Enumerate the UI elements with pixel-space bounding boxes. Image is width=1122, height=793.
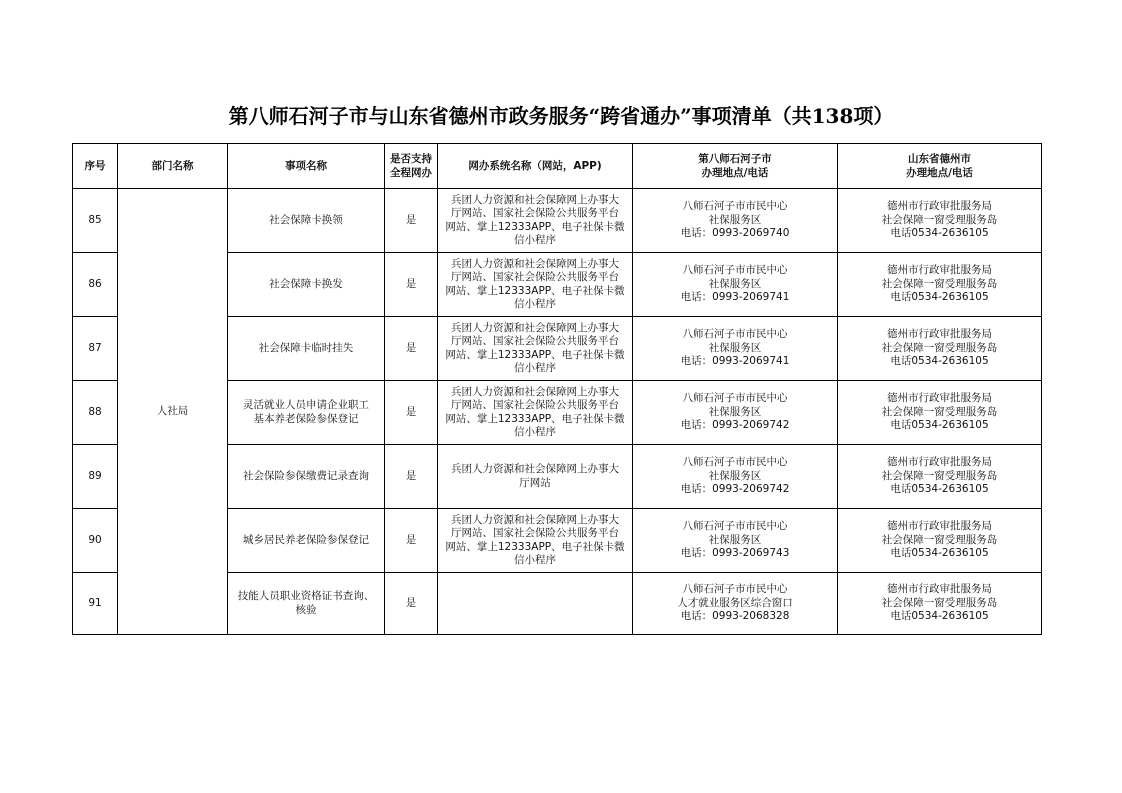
shz-line: 八师石河子市市民中心 [682, 520, 788, 533]
dz-line: 德州市行政审批服务局 [887, 456, 992, 469]
cell-item [228, 509, 385, 573]
item-line: 城乡居民养老保险参保登记 [243, 533, 369, 546]
header-item: 事项名称 [228, 144, 385, 189]
dz-line: 电话0534-2636105 [890, 547, 989, 560]
dz-line: 社会保障一窗受理服务岛 [881, 596, 998, 609]
cell-shz [633, 381, 838, 445]
dz-line: 社会保障一窗受理服务岛 [881, 277, 998, 290]
system-line: 信小程序 [514, 234, 556, 246]
shz-line: 电话：0993-2069742 [680, 483, 790, 496]
system-line: 网站、掌上12333APP、电子社保卡微 [445, 540, 625, 553]
cell-system [438, 445, 633, 509]
system-line: 信小程序 [514, 298, 556, 310]
dz-line: 德州市行政审批服务局 [887, 392, 992, 405]
cell-dept: 人社局 [118, 189, 228, 635]
cell-seq: 86 [73, 253, 118, 317]
shz-line: 人才就业服务区综合窗口 [677, 596, 793, 609]
system-line: 网站、掌上12333APP、电子社保卡微 [445, 412, 625, 425]
header-shz [633, 144, 838, 189]
system-line: 厅网站、国家社会保险公共服务平台 [451, 271, 619, 283]
cell-seq: 87 [73, 317, 118, 381]
shz-line: 电话：0993-2069743 [680, 547, 790, 560]
cell-seq: 90 [73, 509, 118, 573]
item-line: 社会保障卡换发 [269, 277, 343, 290]
cell-online: 是 [385, 445, 438, 509]
system-line: 信小程序 [514, 362, 556, 374]
cell-system [438, 573, 633, 635]
system-line: 厅网站、国家社会保险公共服务平台 [451, 527, 619, 539]
dz-line: 社会保障一窗受理服务岛 [881, 533, 998, 546]
cell-online: 是 [385, 317, 438, 381]
cell-shz [633, 317, 838, 381]
cell-shz [633, 253, 838, 317]
dz-line: 电话0534-2636105 [890, 610, 989, 623]
item-line: 核验 [295, 603, 317, 616]
cell-item [228, 253, 385, 317]
cell-item [228, 189, 385, 253]
dz-line: 电话0534-2636105 [890, 291, 989, 304]
system-line: 信小程序 [514, 554, 556, 566]
system-line: 厅网站 [519, 476, 551, 489]
cell-shz [633, 445, 838, 509]
system-line: 兵团人力资源和社会保障网上办事大 [451, 321, 619, 334]
cell-dz [838, 445, 1042, 509]
cell-system [438, 381, 633, 445]
header-online-line1: 是否支持 [390, 153, 432, 165]
header-dz-line2: 办理地点/电话 [906, 167, 973, 179]
dz-line: 电话0534-2636105 [890, 483, 989, 496]
cell-dz [838, 189, 1042, 253]
cell-seq: 89 [73, 445, 118, 509]
dz-line: 电话0534-2636105 [890, 227, 989, 240]
cell-seq: 91 [73, 573, 118, 635]
header-online [385, 144, 438, 189]
shz-line: 八师石河子市市民中心 [682, 456, 788, 469]
dz-line: 社会保障一窗受理服务岛 [881, 213, 998, 226]
cell-dz [838, 317, 1042, 381]
shz-line: 八师石河子市市民中心 [682, 583, 788, 596]
table-row [73, 189, 1042, 253]
cell-system [438, 317, 633, 381]
system-line: 网站、掌上12333APP、电子社保卡微 [445, 284, 625, 297]
cell-online: 是 [385, 381, 438, 445]
shz-line: 八师石河子市市民中心 [682, 264, 788, 277]
shz-line: 八师石河子市市民中心 [682, 200, 788, 213]
system-line: 兵团人力资源和社会保障网上办事大 [451, 513, 619, 526]
cell-online: 是 [385, 189, 438, 253]
cell-dz [838, 509, 1042, 573]
cell-seq: 85 [73, 189, 118, 253]
cell-dz [838, 253, 1042, 317]
shz-line: 电话：0993-2069741 [680, 355, 790, 368]
cell-shz [633, 509, 838, 573]
cell-item [228, 317, 385, 381]
cell-system [438, 189, 633, 253]
cell-online: 是 [385, 509, 438, 573]
cell-item [228, 445, 385, 509]
shz-line: 电话：0993-2068328 [680, 610, 790, 623]
system-line: 网站、掌上12333APP、电子社保卡微 [445, 220, 625, 233]
system-line: 兵团人力资源和社会保障网上办事大 [451, 385, 619, 398]
header-row [73, 144, 1042, 189]
shz-line: 电话：0993-2069742 [680, 419, 790, 432]
dz-line: 电话0534-2636105 [890, 419, 989, 432]
dz-line: 社会保障一窗受理服务岛 [881, 405, 998, 418]
shz-line: 社保服务区 [708, 533, 762, 546]
cell-system [438, 253, 633, 317]
system-line: 兵团人力资源和社会保障网上办事大 [451, 257, 619, 270]
cell-online: 是 [385, 573, 438, 635]
dz-line: 德州市行政审批服务局 [887, 264, 992, 277]
cell-item [228, 381, 385, 445]
page-title: 第八师石河子市与山东省德州市政务服务“跨省通办”事项清单（共138项） [228, 104, 894, 128]
dz-line: 德州市行政审批服务局 [887, 200, 992, 213]
cell-shz [633, 573, 838, 635]
shz-line: 社保服务区 [708, 341, 762, 354]
system-line: 厅网站、国家社会保险公共服务平台 [451, 335, 619, 347]
system-line: 网站、掌上12333APP、电子社保卡微 [445, 348, 625, 361]
header-online-line2: 全程网办 [390, 167, 432, 179]
header-system: 网办系统名称（网站，APP) [438, 144, 633, 189]
shz-line: 八师石河子市市民中心 [682, 328, 788, 341]
shz-line: 社保服务区 [708, 405, 762, 418]
dz-line: 电话0534-2636105 [890, 355, 989, 368]
item-line: 社会保障卡换领 [269, 213, 343, 226]
dz-line: 德州市行政审批服务局 [887, 520, 992, 533]
matters-table [72, 143, 1042, 635]
system-line: 兵团人力资源和社会保障网上办事大 [451, 193, 619, 206]
dz-line: 德州市行政审批服务局 [887, 328, 992, 341]
cell-seq: 88 [73, 381, 118, 445]
header-dept: 部门名称 [118, 144, 228, 189]
shz-line: 社保服务区 [708, 277, 762, 290]
shz-line: 社保服务区 [708, 213, 762, 226]
system-line: 厅网站、国家社会保险公共服务平台 [451, 399, 619, 411]
dz-line: 德州市行政审批服务局 [887, 583, 992, 596]
header-dz-line1: 山东省德州市 [908, 153, 971, 165]
cell-shz [633, 189, 838, 253]
cell-system [438, 509, 633, 573]
shz-line: 电话：0993-2069741 [680, 291, 790, 304]
item-line: 社会保障卡临时挂失 [258, 341, 354, 354]
system-line: 兵团人力资源和社会保障网上办事大 [451, 463, 619, 475]
item-line: 社会保险参保缴费记录查询 [243, 469, 369, 482]
cell-item [228, 573, 385, 635]
cell-dz [838, 381, 1042, 445]
cell-online: 是 [385, 253, 438, 317]
cell-dz [838, 573, 1042, 635]
system-line: 厅网站、国家社会保险公共服务平台 [451, 207, 619, 219]
dz-line: 社会保障一窗受理服务岛 [881, 469, 998, 482]
item-line: 基本养老保险参保登记 [253, 412, 359, 425]
shz-line: 社保服务区 [708, 469, 762, 482]
system-line: 信小程序 [514, 426, 556, 438]
shz-line: 八师石河子市市民中心 [682, 392, 788, 405]
header-dz [838, 144, 1042, 189]
dz-line: 社会保障一窗受理服务岛 [881, 341, 998, 354]
item-line: 技能人员职业资格证书查询、 [237, 590, 375, 602]
item-line: 灵活就业人员申请企业职工 [243, 399, 369, 411]
shz-line: 电话：0993-2069740 [680, 227, 790, 240]
header-shz-line2: 办理地点/电话 [701, 167, 769, 179]
header-shz-line1: 第八师石河子市 [698, 153, 772, 165]
header-seq: 序号 [73, 144, 118, 189]
